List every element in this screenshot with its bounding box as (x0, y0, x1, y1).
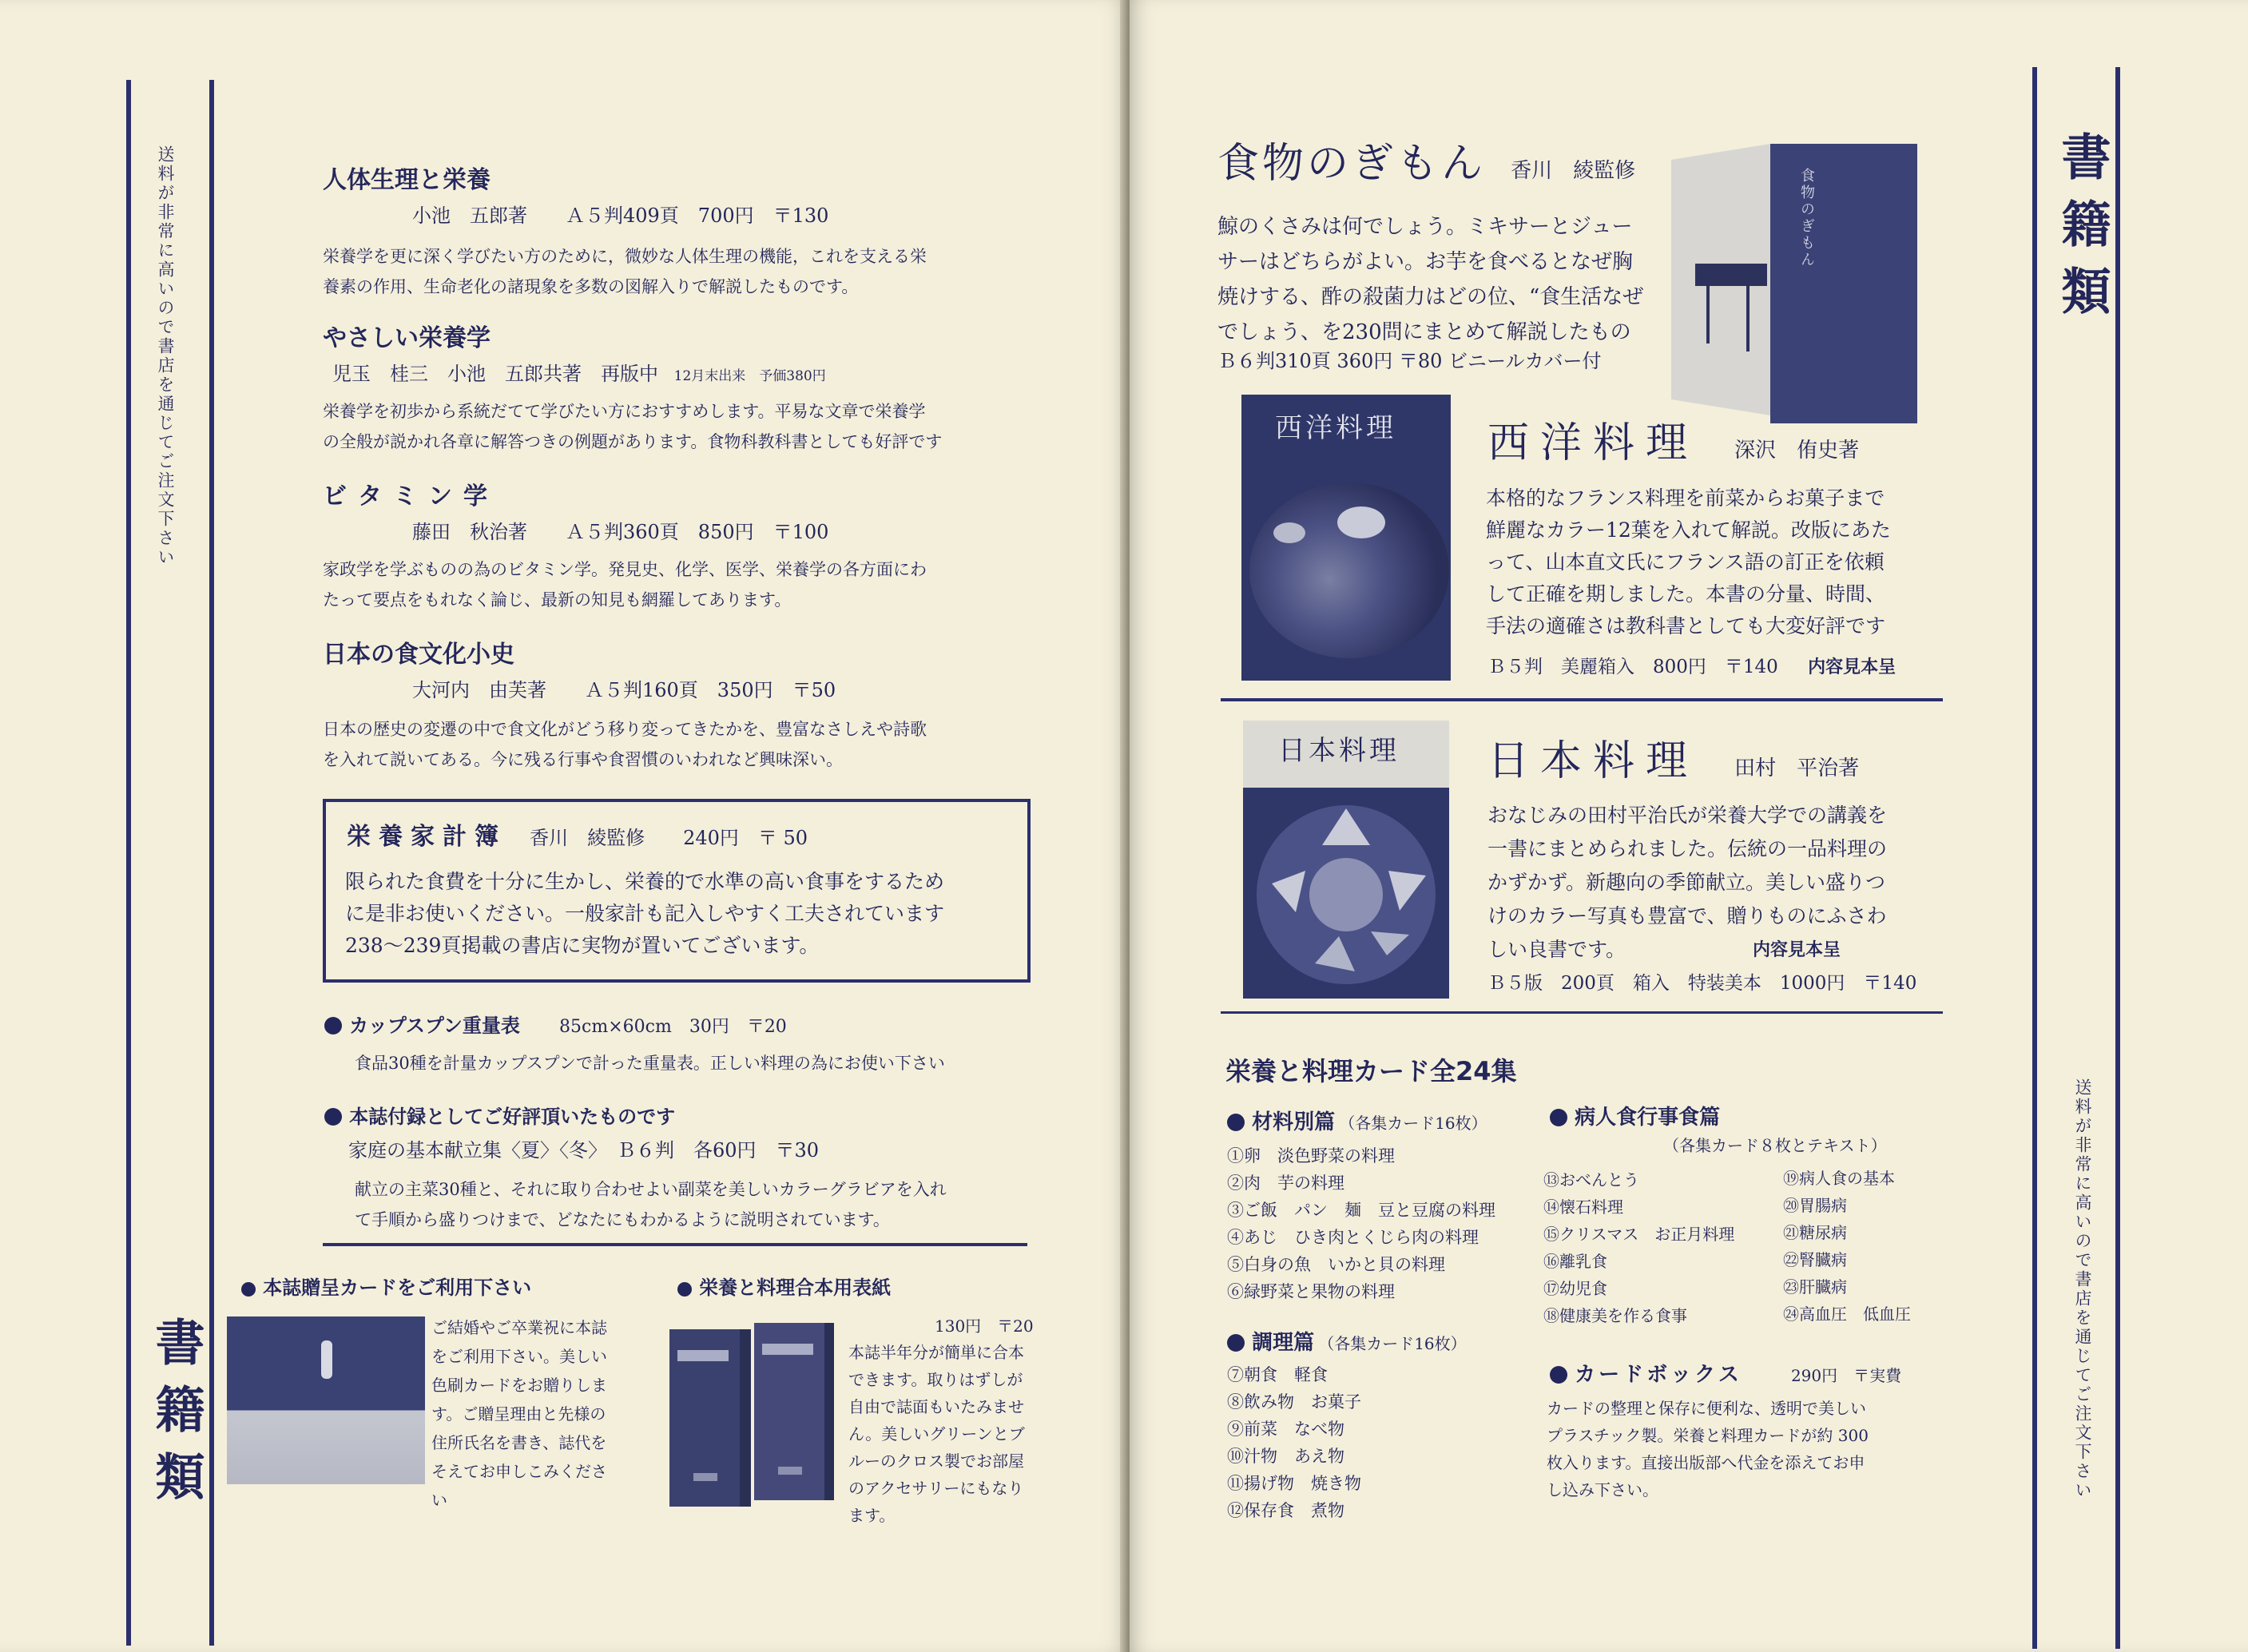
list-item: ⑤白身の魚 いかと貝の料理 (1227, 1255, 1445, 1274)
chori-heading: 調理篇 （各集カード16枚） (1227, 1326, 1467, 1356)
book-title: やさしい栄養学 (323, 324, 491, 352)
greeting-card-photo (227, 1316, 425, 1484)
tabemono-cover-text: 食物のぎもん (1798, 168, 1815, 268)
chori-list (1227, 1361, 1361, 1524)
book-title: 人体生理と栄養 (323, 166, 491, 194)
shipping-note: 送料が非常に高いので書店を通じてご注文下さい (156, 145, 175, 567)
list-item: ⑫保存食 煮物 (1227, 1501, 1344, 1520)
book-meta: 児玉 桂三 小池 五郎共著 再版中 12月末出来 予価380円 (332, 363, 826, 385)
category-label: 書籍類 (2053, 131, 2111, 332)
tabemono-cover (1671, 144, 1917, 423)
binder-heading: 栄養と料理合本用表紙 (677, 1272, 891, 1300)
book-desc: 日本の歴史の変遷の中で食文化がどう移り変ってきたかを、豊富なさしえや詩歌 を入れて説いてある。今に残る行事や食習慣のいわれなど興味深い。 (323, 720, 927, 769)
list-item: ⑦朝食 軽食 (1227, 1365, 1328, 1384)
list-item: ④あじ ひき肉とくじら肉の料理 (1227, 1228, 1479, 1247)
divider (323, 1243, 1027, 1246)
binder-price: 130円 〒20 (935, 1316, 1034, 1336)
binder-desc: 本誌半年分が簡単に合本 できます。取りはずしが 自由で誌面もいたみませ ん。美しいグリーンとブ ルーのクロス製でお部屋 のアクセサリーにもなり ます。 (848, 1343, 1025, 1525)
list-item: ⑯離乳食 (1543, 1252, 1607, 1271)
book-desc: 栄養学を更に深く学びたい方のために，微妙な人体生理の機能，これを支える栄 養素の作用、生命老化の諸現象を多数の図解入りで解説したものです。 (323, 247, 927, 296)
bullet-icon (241, 1282, 256, 1297)
nihon-cover (1243, 788, 1449, 999)
left-outer-rule (126, 80, 131, 1646)
list-item: ①卵 淡色野菜の料理 (1227, 1146, 1395, 1166)
nihon-desc: おなじみの田村平治氏が栄養大学での講義を 一書にまとめられました。伝統の一品料理の かずかず。新趣向の季節献立。美しい盛りつ けのカラー写真も豊富で、贈りものにふさわ しい良書です。 (1487, 804, 1888, 961)
bullet-icon (324, 1017, 342, 1034)
cards-title: 栄養と料理カード全24集 (1225, 1056, 1517, 1086)
list-item: ⑥緑野菜と果物の料理 (1227, 1282, 1395, 1301)
byonin-col2 (1783, 1165, 1911, 1328)
cup-spoon-item: カップスプン重量表 85cm×60cm 30円 〒20 (324, 1010, 787, 1038)
book-meta: 大河内 由芙著 Ａ５判160頁 350円 〒50 (412, 679, 836, 701)
supplement-heading: 本誌付録としてご好評頂いたものです (324, 1101, 675, 1129)
category-label: 書籍類 (147, 1316, 205, 1518)
supplement-desc: 献立の主菜30種と、それに取り合わせよい副菜を美しいカラーグラビアを入れ て手順から盛りつけまで、どなたにもわかるように説明されています。 (355, 1180, 947, 1229)
byonin-note: （各集カード８枚とテキスト） (1663, 1136, 1887, 1155)
zairyo-list (1227, 1142, 1495, 1305)
list-item: ②肉 芋の料理 (1227, 1173, 1344, 1193)
nihon-meta: Ｂ５版 200頁 箱入 特装美本 1000円 〒140 (1487, 973, 1917, 994)
right-page (1130, 0, 2248, 1652)
card-box-heading: カードボックス 290円 〒実費 (1550, 1358, 1901, 1388)
book-meta: 藤田 秋治著 Ａ５判360頁 850円 〒100 (412, 521, 829, 543)
divider (1221, 1011, 1943, 1014)
card-promo-heading: 本誌贈呈カードをご利用下さい (241, 1272, 531, 1300)
list-item: ㉓肝臓病 (1783, 1277, 1847, 1297)
bullet-icon (1227, 1114, 1245, 1131)
list-item: ⑩汁物 あえ物 (1227, 1447, 1344, 1466)
seiyo-desc: 本格的なフランス料理を前菜からお菓子まで 鮮麗なカラー12葉を入れて解説。改版にあた って、山本直文氏にフランス語の訂正を依頼 して正確を期しました。本書の分量、時間、 手法の適確さは教科書としても大変好評です (1486, 486, 1891, 637)
byonin-heading: 病人食行事食篇 (1550, 1101, 1720, 1130)
supplement-title: 家庭の基本献立集〈夏〉〈冬〉 Ｂ６判 各60円 〒30 (348, 1139, 820, 1162)
book-meta: 小池 五郎著 Ａ５判409頁 700円 〒130 (412, 205, 829, 227)
shipping-note: 送料が非常に高いので書店を通じてご注文下さい (2073, 1078, 2092, 1500)
list-item: ⑲病人食の基本 (1783, 1169, 1895, 1188)
seiyo-cover-text: 西洋料理 (1275, 412, 1396, 444)
book-title: 日本の食文化小史 (323, 641, 514, 669)
divider (1221, 698, 1943, 701)
list-item: ⑳胃腸病 (1783, 1196, 1847, 1215)
list-item: ③ご飯 パン 麺 豆と豆腐の料理 (1227, 1201, 1495, 1220)
kakeibo-desc: 限られた食費を十分に生かし、栄養的で水準の高い食事をするため に是非お使いください。一般家計も記入しやすく工夫されています 238〜239頁掲載の書店に実物が置いてございます。 (345, 870, 945, 957)
bullet-icon (1227, 1334, 1245, 1352)
bullet-icon (1550, 1366, 1567, 1384)
tabemono-meta: Ｂ６判310頁 360円 〒80 ビニールカバー付 (1217, 350, 1602, 372)
list-item: ⑧飲み物 お菓子 (1227, 1392, 1361, 1412)
kakeibo-heading: 栄養家計簿 香川 綾監修 240円 〒 50 (347, 823, 808, 851)
card-box-desc: カードの整理と保存に便利な、透明で美しい プラスチック製。栄養と料理カードが約 300 枚入ります。直接出版部へ代金を添えてお申 し込み下さい。 (1547, 1399, 1869, 1499)
bullet-icon (677, 1282, 692, 1297)
seiyo-title: 西洋料理 深沢 侑史著 (1487, 419, 1860, 467)
list-item: ⑰幼児食 (1543, 1279, 1607, 1298)
book-title: ビタミン学 (323, 482, 498, 510)
list-item: ㉑糖尿病 (1783, 1223, 1847, 1242)
book-desc: 家政学を学ぶものの為のビタミン学。発見史、化学、医学、栄養学の各方面にわ たって要点をもれなく論じ、最新の知見も網羅してあります。 (323, 560, 927, 610)
nihon-sample: 内容見本呈 (1753, 940, 1841, 960)
list-item: ㉒腎臓病 (1783, 1250, 1847, 1269)
nihon-cover-text: 日本料理 (1278, 735, 1400, 767)
list-item: ⑱健康美を作る食事 (1543, 1306, 1687, 1325)
list-item: ⑨前菜 なべ物 (1227, 1420, 1344, 1439)
tabemono-title: 食物のぎもん 香川 綾監修 (1217, 140, 1636, 188)
bullet-icon (1550, 1109, 1567, 1126)
list-item: ⑬おべんとう (1543, 1170, 1639, 1189)
right-inner-rule (2032, 67, 2037, 1649)
byonin-col1 (1543, 1166, 1734, 1329)
binder-photo (661, 1313, 837, 1513)
list-item: ⑪揚げ物 焼き物 (1227, 1474, 1361, 1493)
tabemono-desc: 鯨のくさみは何でしょう。ミキサーとジュー サーはどちらがよい。お芋を食べるとなぜ胸 焼けする、酢の殺菌力はどの位、“食生活なぜ でしょう、を230問にまとめて解説したもの (1217, 215, 1644, 344)
cup-spoon-desc: 食品30種を計量カップスプンで計った重量表。正しい料理の為にお使い下さい (355, 1054, 945, 1073)
list-item: ⑮クリスマス お正月料理 (1543, 1225, 1735, 1244)
zairyo-heading: 材料別篇 （各集カード16枚） (1227, 1106, 1487, 1135)
seiyo-meta: Ｂ５判 美麗箱入 800円 〒140 内容見本呈 (1487, 657, 1897, 677)
list-item: ㉔高血圧 低血圧 (1783, 1305, 1911, 1324)
card-promo-desc: ご結婚やご卒業祝に本誌 をご利用下さい。美しい 色刷カードをお贈りしま す。ご贈呈理由と先様の 住所氏名を書き、誌代を そえてお申しこみくださ い (431, 1318, 607, 1510)
bullet-icon (324, 1108, 342, 1126)
book-desc: 栄養学を初歩から系統だてて学びたい方におすすめします。平易な文章で栄養学 の全般が説かれ各章に解答つきの例題があります。食物科教科書としても好評です (323, 402, 943, 451)
list-item: ⑭懐石料理 (1543, 1197, 1623, 1217)
nihon-title: 日本料理 田村 平治著 (1487, 737, 1860, 785)
